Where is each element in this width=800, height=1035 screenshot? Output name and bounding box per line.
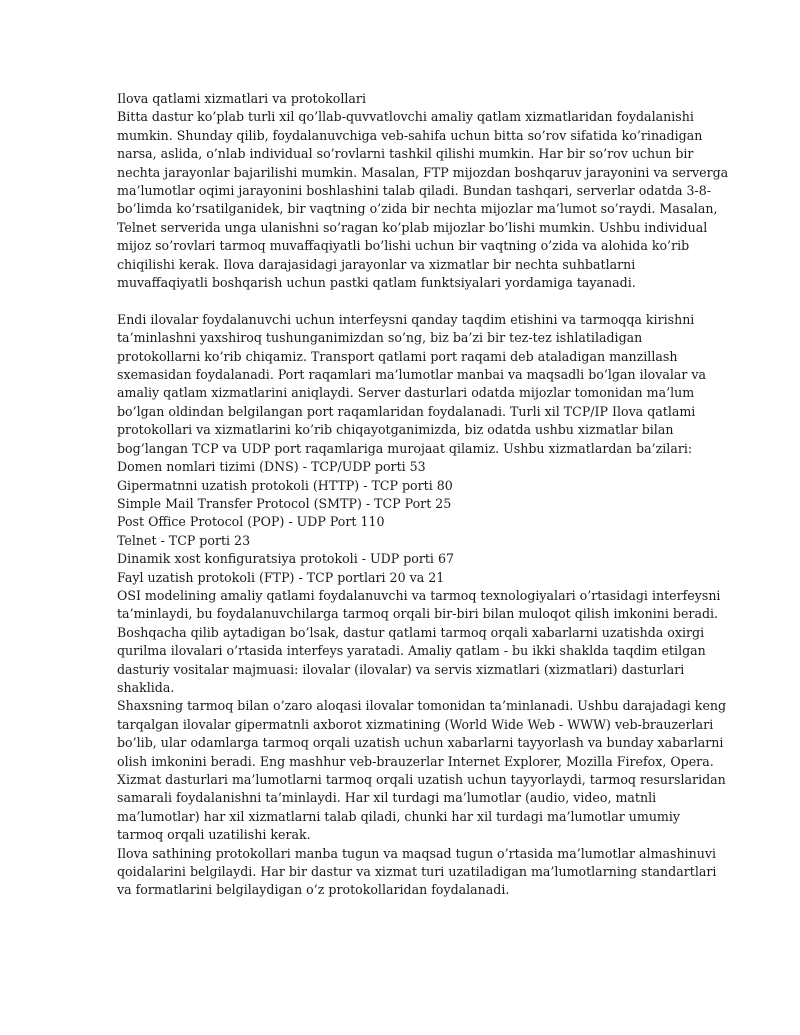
text-line: bo’limda ko’rsatilganidek, bir vaqtning o’zida bir nechta mijozlar ma’lumot so’raydi. Masalan, [117,201,718,217]
text-line: mijoz so’rovlari tarmoq muvaffaqiyatli bo’lishi uchun bir vaqtning o’zida va alohida ko’rib [117,238,690,254]
text-line: dasturiy vositalar majmuasi: ilovalar (ilovalar) va servis xizmatlari (xizmatlari) dasturlari [117,661,685,677]
text-line: amaliy qatlam xizmatlarini aniqlaydi. Server dasturlari odatda mijozlar tomonidan ma’lum [117,385,695,401]
text-line: ta’minlashni yaxshiroq tushunganimizdan so’ng, biz ba’zi bir tez-tez ishlatiladigan [117,330,643,346]
text-line: narsa, aslida, o’nlab individual so’rovlarni tashkil qilishi mumkin. Har bir so’rov uchun bir [117,146,694,162]
text-line: Fayl uzatish protokoli (FTP) - TCP portlari 20 va 21 [117,569,445,585]
text-line: tarqalgan ilovalar gipermatnli axborot xizmatining (World Wide Web - WWW) veb-brauzerlari [117,716,714,732]
text-line: Domen nomlari tizimi (DNS) - TCP/UDP porti 53 [117,459,426,475]
text-line: Xizmat dasturlari ma’lumotlarni tarmoq orqali uzatish uchun tayyorlaydi, tarmoq resurslaridan [117,772,726,788]
text-line: Post Office Protocol (POP) - UDP Port 110 [117,514,385,530]
text-line: Simple Mail Transfer Protocol (SMTP) - TCP Port 25 [117,495,452,511]
text-line: Shaxsning tarmoq bilan o’zaro aloqasi ilovalar tomonidan ta’minlanadi. Ushbu darajadagi keng [117,698,727,714]
text-line: Telnet serverida unga ulanishni so’ragan ko’plab mijozlar bo’lishi mumkin. Ushbu individual [117,219,708,235]
text-line: protokollari va xizmatlarini ko’rib chiqayotganimizda, biz odatda ushbu xizmatlar bilan [117,422,674,438]
text-line: Telnet - TCP porti 23 [117,532,251,548]
text-line: chiqilishi kerak. Ilova darajasidagi jarayonlar va xizmatlar bir nechta suhbatlarni [117,256,636,272]
text-line: qurilma ilovalari o’rtasida interfeys yaratadi. Amaliy qatlam - bu ikki shaklda taqdim etilgan [117,643,706,659]
text-line: ma’lumotlar oqimi jarayonini boshlashini talab qiladi. Bundan tashqari, serverlar odatda 3-8- [117,183,712,199]
text-line: samarali foydalanishni ta’minlaydi. Har xil turdagi ma’lumotlar (audio, video, matnli [117,790,657,806]
text-line: sxemasidan foydalanadi. Port raqamlari ma’lumotlar manbai va maqsadli bo’lgan ilovalar va [117,367,707,383]
document-page [117,90,729,900]
text-line: bo’lib, ular odamlarga tarmoq orqali uzatish uchun xabarlarni tayyorlash va bunday xabarlarni [117,735,724,751]
text-line: shaklida. [117,679,175,695]
text-line: Ilova sathining protokollari manba tugun va maqsad tugun o’rtasida ma’lumotlar almashinuvi [117,845,716,861]
text-line: Bitta dastur ko’plab turli xil qo’llab-quvvatlovchi amaliy qatlam xizmatlaridan foydalanishi [117,109,694,125]
text-line: Endi ilovalar foydalanuvchi uchun interfeysni qanday taqdim etishini va tarmoqqa kirishni [117,311,695,327]
text-line: bog’langan TCP va UDP port raqamlariga murojaat qilamiz. Ushbu xizmatlardan ba’zilari: [117,440,693,456]
text-line: Gipermatnni uzatish protokoli (HTTP) - TCP porti 80 [117,477,453,493]
document-title: Ilova qatlami xizmatlari va protokollari [117,91,366,106]
text-line: va formatlarini belgilaydigan o’z protokollaridan foydalanadi. [117,882,510,898]
text-line: Boshqacha qilib aytadigan bo’lsak, dastur qatlami tarmoq orqali xabarlarni uzatishda oxirgi [117,624,705,640]
paragraph-gap [117,292,687,310]
text-line: mumkin. Shunday qilib, foydalanuvchiga veb-sahifa uchun bitta so’rov sifatida ko’rinadigan [117,127,703,143]
text-line: ta’minlaydi, bu foydalanuvchilarga tarmoq orqali bir-biri bilan muloqot qilish imkonini beradi. [117,606,719,622]
text-line: protokollarni ko’rib chiqamiz. Transport qatlami port raqami deb ataladigan manzillash [117,348,678,364]
text-line: Dinamik xost konfiguratsiya protokoli - UDP porti 67 [117,551,454,567]
text-line: nechta jarayonlar bajarilishi mumkin. Masalan, FTP mijozdan boshqaruv jarayonini va serverga [117,164,729,180]
text-line: ma’lumotlar) har xil xizmatlarni talab qiladi, chunki har xil turdagi ma’lumotlar umumiy [117,808,681,824]
text-line: qoidalarini belgilaydi. Har bir dastur va xizmat turi uzatiladigan ma’lumotlarning standartlari [117,864,717,880]
text-line: olish imkonini beradi. Eng mashhur veb-brauzerlar Internet Explorer, Mozilla Firefox, Opera. [117,753,714,769]
text-line: tarmoq orqali uzatilishi kerak. [117,827,311,843]
text-line: OSI modelining amaliy qatlami foydalanuvchi va tarmoq texnologiyalari o’rtasidagi interfeysni [117,587,721,603]
text-line: muvaffaqiyatli boshqarish uchun pastki qatlam funktsiyalari yordamiga tayanadi. [117,275,636,291]
text-line: bo’lgan oldindan belgilangan port raqamlaridan foydalanadi. Turli xil TCP/IP Ilova qatlami [117,403,696,419]
